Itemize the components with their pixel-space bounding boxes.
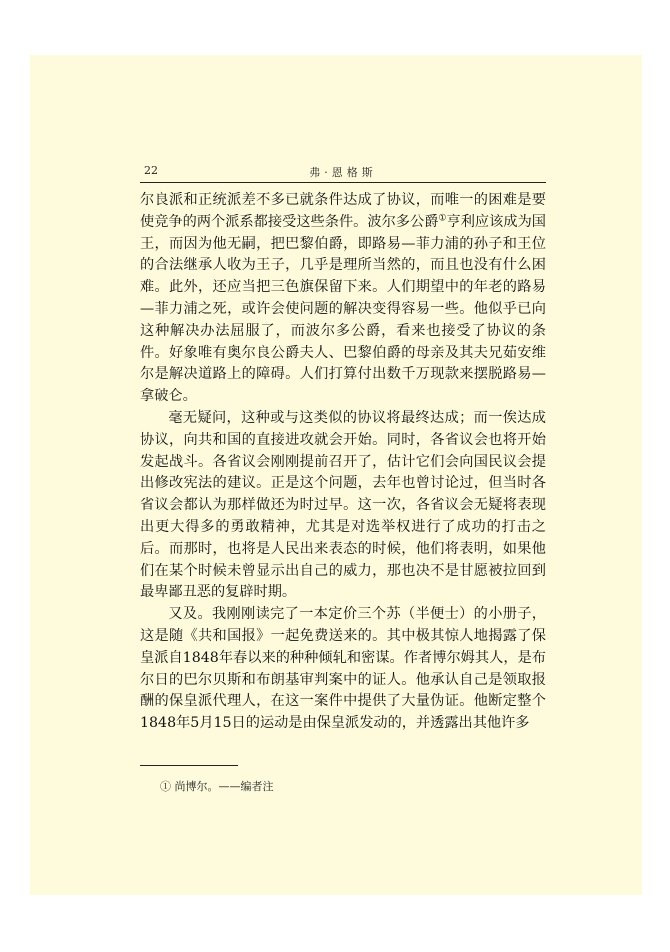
paragraph-1-part-2: 亨利应该成为国王，而因为他无嗣，把巴黎伯爵，即路易—菲力浦的孙子和王位的合法继承人收为王子，几乎是理所当然的，而且也没有什么困难。此外，还应当把三色旗保留下来。人们期望中的年老的路易—菲力浦之死，或许会使问题的解决变得容易一些。他似乎已向这种解决办法屈服了，而波尔多公爵，看来也接受了协议的条件。好象唯有奥尔良公爵夫人、巴黎伯爵的母亲及其夫兄茹安维尔是解决道路上的障碍。人们打算付出数千万现款来摆脱路易—拿破仑。 bbox=[140, 213, 546, 405]
paragraph-3: 又及。我刚刚读完了一本定价三个苏（半便士）的小册子，这是随《共和国报》一起免费送来的。其中极其惊人地揭露了保皇派自1848年春以来的种种倾轧和密谋。作者博尔姆其人，是布尔日的巴尔贝斯和布朗基审判案中的证人。他承认自己是领取报酬的保皇派代理人，在这一案件中提供了大量伪证。他断定整个1848年5月15日的运动是由保皇派发动的，并透露出其他许多 bbox=[140, 606, 546, 732]
page-header bbox=[140, 162, 546, 183]
paragraph-2: 毫无疑问，这种或与这类似的协议将最终达成；而一俟达成协议，向共和国的直接进攻就会开始。同时，各省议会也将开始发起战斗。各省议会刚刚提前召开了，估计它们会向国民议会提出修改宪法的建议。正是这个问题，去年也曾讨论过，但当时各省议会都认为那样做还为时过早。这一次，各省议会无疑将表现出更大得多的勇敢精神，尤其是对选举权进行了成功的打击之后。而那时，也将是人民出来表态的时候，他们将表明，如果他们在某个时候未曾显示出自己的威力，那也决不是甘愿被拉回到最卑鄙丑恶的复辟时期。 bbox=[140, 409, 546, 601]
paragraph-1-part-1: 尔良派和正统派差不多已就条件达成了协议，而唯一的困难是要使竞争的两个派系都接受这些条件。波尔多公爵 bbox=[140, 192, 546, 230]
footnote bbox=[160, 778, 274, 794]
running-title: 弗·恩格斯 bbox=[309, 166, 377, 179]
page-number: 22 bbox=[144, 164, 158, 177]
paragraph-1 bbox=[140, 190, 546, 408]
body-text bbox=[140, 190, 546, 735]
footnote-text: 尚博尔。——编者注 bbox=[174, 780, 274, 793]
footnote-reference: ① bbox=[438, 213, 447, 224]
footnote-divider bbox=[140, 765, 238, 766]
footnote-marker: ① bbox=[160, 780, 171, 793]
